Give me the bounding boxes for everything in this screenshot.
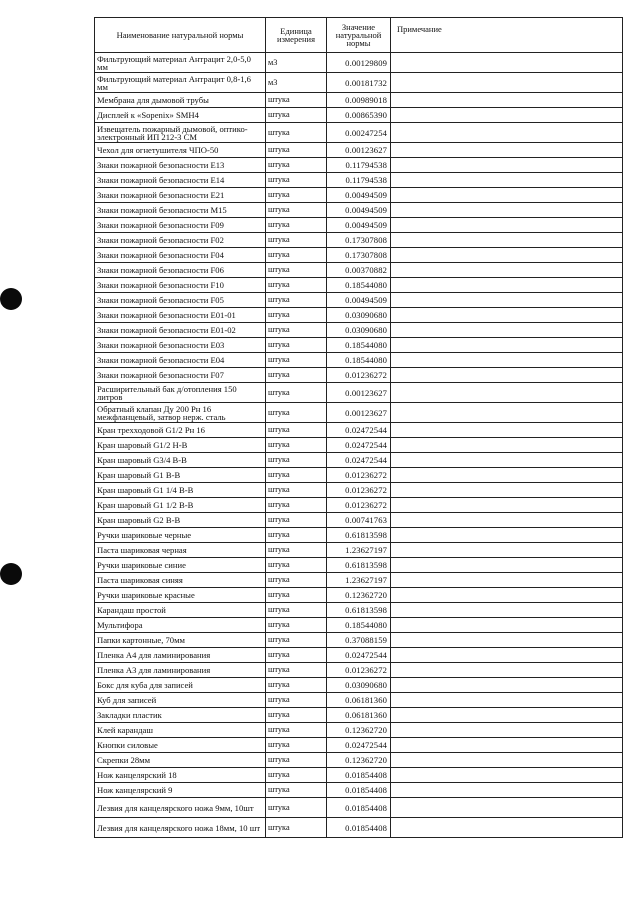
cell-note	[391, 648, 623, 663]
table-row	[95, 798, 623, 818]
cell-unit: штука	[266, 818, 327, 838]
cell-note	[391, 818, 623, 838]
cell-note	[391, 73, 623, 93]
cell-value: 0.17307808	[327, 233, 391, 248]
cell-unit: штука	[266, 263, 327, 278]
natural-norms-table	[94, 17, 623, 838]
table-row	[95, 783, 623, 798]
cell-unit: штука	[266, 278, 327, 293]
table-row	[95, 528, 623, 543]
cell-unit: штука	[266, 738, 327, 753]
table-row	[95, 573, 623, 588]
cell-unit: штука	[266, 108, 327, 123]
cell-name: Скрепки 28мм	[95, 753, 266, 768]
cell-value: 0.01854408	[327, 783, 391, 798]
cell-value: 0.03090680	[327, 323, 391, 338]
table-row	[95, 633, 623, 648]
table-row	[95, 753, 623, 768]
table-row	[95, 558, 623, 573]
cell-note	[391, 603, 623, 618]
table-row	[95, 293, 623, 308]
table-header-row	[95, 18, 623, 53]
cell-unit: штука	[266, 768, 327, 783]
cell-name: Лезвия для канцелярского ножа 18мм, 10 шт	[95, 818, 266, 838]
cell-unit: штука	[266, 678, 327, 693]
cell-unit: штука	[266, 438, 327, 453]
cell-note	[391, 248, 623, 263]
cell-name: Знаки пожарной безопасности F04	[95, 248, 266, 263]
cell-note	[391, 263, 623, 278]
table-row	[95, 158, 623, 173]
table-row	[95, 123, 623, 143]
cell-name: Фильтрующий материал Антрацит 0,8-1,6 мм	[95, 73, 266, 93]
table-row	[95, 383, 623, 403]
cell-unit: штука	[266, 513, 327, 528]
cell-value: 0.03090680	[327, 308, 391, 323]
cell-note	[391, 633, 623, 648]
table-row	[95, 738, 623, 753]
cell-note	[391, 218, 623, 233]
cell-note	[391, 438, 623, 453]
table-row	[95, 368, 623, 383]
cell-note	[391, 53, 623, 73]
cell-unit: штука	[266, 403, 327, 423]
cell-name: Папки картонные, 70мм	[95, 633, 266, 648]
cell-note	[391, 753, 623, 768]
cell-name: Знаки пожарной безопасности М15	[95, 203, 266, 218]
cell-unit: штука	[266, 483, 327, 498]
cell-note	[391, 558, 623, 573]
cell-name: Чехол для огнетушителя ЧПО-50	[95, 143, 266, 158]
cell-unit: штука	[266, 453, 327, 468]
cell-value: 0.01854408	[327, 798, 391, 818]
table-row	[95, 423, 623, 438]
table-row	[95, 438, 623, 453]
table-body	[95, 53, 623, 838]
cell-name: Знаки пожарной безопасности F06	[95, 263, 266, 278]
cell-note	[391, 483, 623, 498]
cell-name: Ручки шариковые черные	[95, 528, 266, 543]
table-row	[95, 143, 623, 158]
cell-unit: штука	[266, 93, 327, 108]
table-row	[95, 278, 623, 293]
cell-unit: штука	[266, 723, 327, 738]
cell-value: 0.61813598	[327, 558, 391, 573]
table-row	[95, 723, 623, 738]
cell-name: Пленка А3 для ламинирования	[95, 663, 266, 678]
cell-value: 1.23627197	[327, 543, 391, 558]
cell-note	[391, 708, 623, 723]
cell-value: 0.01236272	[327, 468, 391, 483]
cell-value: 0.00494509	[327, 218, 391, 233]
column-header-unit: Единица измерения	[266, 18, 327, 53]
cell-name: Знаки пожарной безопасности F10	[95, 278, 266, 293]
cell-note	[391, 798, 623, 818]
cell-note	[391, 108, 623, 123]
cell-value: 0.01236272	[327, 498, 391, 513]
cell-note	[391, 383, 623, 403]
cell-unit: штука	[266, 218, 327, 233]
cell-name: Знаки пожарной безопасности E01-02	[95, 323, 266, 338]
cell-unit: штука	[266, 308, 327, 323]
cell-name: Клей карандаш	[95, 723, 266, 738]
cell-name: Нож канцелярский 9	[95, 783, 266, 798]
cell-value: 0.01236272	[327, 483, 391, 498]
table-row	[95, 678, 623, 693]
cell-note	[391, 93, 623, 108]
cell-value: 0.03090680	[327, 678, 391, 693]
cell-note	[391, 158, 623, 173]
cell-note	[391, 278, 623, 293]
cell-name: Знаки пожарной безопасности Е21	[95, 188, 266, 203]
cell-note	[391, 338, 623, 353]
table-row	[95, 513, 623, 528]
cell-name: Знаки пожарной безопасности F05	[95, 293, 266, 308]
cell-note	[391, 423, 623, 438]
table-row	[95, 498, 623, 513]
cell-unit: штука	[266, 663, 327, 678]
cell-note	[391, 123, 623, 143]
table-row	[95, 233, 623, 248]
cell-note	[391, 618, 623, 633]
cell-name: Знаки пожарной безопасности F02	[95, 233, 266, 248]
cell-unit: штука	[266, 248, 327, 263]
cell-note	[391, 543, 623, 558]
cell-unit: м3	[266, 73, 327, 93]
cell-value: 0.18544080	[327, 278, 391, 293]
column-header-name: Наименование натуральной нормы	[95, 18, 266, 53]
cell-note	[391, 468, 623, 483]
cell-value: 0.02472544	[327, 438, 391, 453]
cell-name: Знаки пожарной безопасности F09	[95, 218, 266, 233]
cell-value: 0.06181360	[327, 693, 391, 708]
cell-name: Куб для записей	[95, 693, 266, 708]
table-row	[95, 308, 623, 323]
table-row	[95, 248, 623, 263]
cell-unit: штука	[266, 233, 327, 248]
cell-note	[391, 203, 623, 218]
cell-value: 0.00494509	[327, 293, 391, 308]
cell-note	[391, 143, 623, 158]
cell-name: Кран шаровый G1/2 Н-В	[95, 438, 266, 453]
binder-hole-mark	[0, 563, 22, 585]
table-row	[95, 468, 623, 483]
table-row	[95, 693, 623, 708]
cell-value: 0.00370882	[327, 263, 391, 278]
binder-hole-mark	[0, 288, 22, 310]
cell-value: 0.11794538	[327, 158, 391, 173]
cell-unit: штука	[266, 338, 327, 353]
table-row	[95, 263, 623, 278]
table-row	[95, 93, 623, 108]
cell-note	[391, 783, 623, 798]
column-header-value: Значение натуральной нормы	[327, 18, 391, 53]
cell-value: 0.18544080	[327, 618, 391, 633]
cell-note	[391, 323, 623, 338]
table-row	[95, 53, 623, 73]
cell-unit: штука	[266, 353, 327, 368]
table-row	[95, 203, 623, 218]
table-row	[95, 453, 623, 468]
cell-note	[391, 403, 623, 423]
cell-value: 0.61813598	[327, 603, 391, 618]
table-row	[95, 543, 623, 558]
cell-name: Бокс для куба для записей	[95, 678, 266, 693]
cell-unit: штука	[266, 528, 327, 543]
cell-value: 0.00181732	[327, 73, 391, 93]
cell-name: Кран шаровый G1 В-В	[95, 468, 266, 483]
cell-value: 0.12362720	[327, 588, 391, 603]
table-row	[95, 483, 623, 498]
cell-name: Лезвия для канцелярского ножа 9мм, 10шт	[95, 798, 266, 818]
table-row	[95, 588, 623, 603]
cell-unit: штука	[266, 383, 327, 403]
cell-value: 0.00494509	[327, 203, 391, 218]
cell-value: 0.01236272	[327, 663, 391, 678]
cell-value: 0.18544080	[327, 353, 391, 368]
cell-value: 0.00741763	[327, 513, 391, 528]
cell-unit: штука	[266, 203, 327, 218]
cell-value: 1.23627197	[327, 573, 391, 588]
cell-unit: штука	[266, 468, 327, 483]
cell-value: 0.01854408	[327, 768, 391, 783]
cell-note	[391, 453, 623, 468]
cell-name: Знаки пожарной безопасности E04	[95, 353, 266, 368]
table-row	[95, 648, 623, 663]
cell-unit: штука	[266, 588, 327, 603]
cell-name: Знаки пожарной безопасности Е14	[95, 173, 266, 188]
cell-unit: штука	[266, 323, 327, 338]
cell-note	[391, 368, 623, 383]
cell-value: 0.01236272	[327, 368, 391, 383]
cell-unit: штука	[266, 573, 327, 588]
cell-name: Извещатель пожарный дымовой, оптико-электронный ИП 212-3 СМ	[95, 123, 266, 143]
table-row	[95, 663, 623, 678]
cell-name: Кнопки силовые	[95, 738, 266, 753]
cell-name: Кран шаровый G1 1/2 В-В	[95, 498, 266, 513]
cell-value: 0.02472544	[327, 423, 391, 438]
cell-note	[391, 173, 623, 188]
cell-name: Ручки шариковые красные	[95, 588, 266, 603]
column-header-note: Примечание	[391, 18, 623, 53]
table-row	[95, 73, 623, 93]
cell-note	[391, 233, 623, 248]
cell-name: Ручки шариковые синие	[95, 558, 266, 573]
cell-value: 0.06181360	[327, 708, 391, 723]
cell-unit: штука	[266, 368, 327, 383]
cell-note	[391, 738, 623, 753]
cell-value: 0.00989018	[327, 93, 391, 108]
cell-value: 0.01854408	[327, 818, 391, 838]
cell-value: 0.61813598	[327, 528, 391, 543]
cell-name: Дисплей к «Sopenix» SMH4	[95, 108, 266, 123]
cell-unit: штука	[266, 293, 327, 308]
cell-name: Кран шаровый G2 В-В	[95, 513, 266, 528]
cell-unit: м3	[266, 53, 327, 73]
cell-unit: штука	[266, 423, 327, 438]
cell-value: 0.18544080	[327, 338, 391, 353]
cell-name: Знаки пожарной безопасности E01-01	[95, 308, 266, 323]
cell-name: Обратный клапан Ду 200 Рн 16 межфланцевый, затвор нерж. сталь	[95, 403, 266, 423]
table-row	[95, 818, 623, 838]
cell-name: Знаки пожарной безопасности F07	[95, 368, 266, 383]
cell-unit: штука	[266, 188, 327, 203]
cell-name: Карандаш простой	[95, 603, 266, 618]
cell-note	[391, 768, 623, 783]
cell-name: Паста шариковая черная	[95, 543, 266, 558]
cell-note	[391, 693, 623, 708]
cell-name: Знаки пожарной безопасности E03	[95, 338, 266, 353]
cell-value: 0.11794538	[327, 173, 391, 188]
cell-value: 0.00129809	[327, 53, 391, 73]
cell-note	[391, 723, 623, 738]
cell-note	[391, 353, 623, 368]
table-row	[95, 188, 623, 203]
cell-value: 0.37088159	[327, 633, 391, 648]
cell-note	[391, 678, 623, 693]
cell-name: Мультифора	[95, 618, 266, 633]
cell-name: Мембрана для дымовой трубы	[95, 93, 266, 108]
table-row	[95, 708, 623, 723]
cell-unit: штука	[266, 708, 327, 723]
cell-value: 0.00123627	[327, 143, 391, 158]
cell-unit: штука	[266, 603, 327, 618]
cell-unit: штука	[266, 143, 327, 158]
cell-note	[391, 513, 623, 528]
cell-note	[391, 308, 623, 323]
cell-unit: штука	[266, 753, 327, 768]
cell-note	[391, 293, 623, 308]
cell-name: Расширительный бак д/отопления 150 литров	[95, 383, 266, 403]
cell-value: 0.00247254	[327, 123, 391, 143]
cell-unit: штука	[266, 173, 327, 188]
cell-value: 0.02472544	[327, 738, 391, 753]
cell-unit: штука	[266, 693, 327, 708]
cell-note	[391, 498, 623, 513]
cell-unit: штука	[266, 123, 327, 143]
cell-value: 0.12362720	[327, 753, 391, 768]
cell-note	[391, 573, 623, 588]
table-row	[95, 403, 623, 423]
cell-unit: штука	[266, 648, 327, 663]
cell-unit: штука	[266, 558, 327, 573]
cell-unit: штука	[266, 498, 327, 513]
table-row	[95, 108, 623, 123]
cell-unit: штука	[266, 158, 327, 173]
cell-unit: штука	[266, 633, 327, 648]
cell-name: Кран шаровый G1 1/4 В-В	[95, 483, 266, 498]
cell-name: Нож канцелярский 18	[95, 768, 266, 783]
cell-value: 0.17307808	[327, 248, 391, 263]
cell-value: 0.02472544	[327, 453, 391, 468]
cell-value: 0.00123627	[327, 403, 391, 423]
table-row	[95, 618, 623, 633]
cell-note	[391, 528, 623, 543]
table-row	[95, 323, 623, 338]
cell-value: 0.02472544	[327, 648, 391, 663]
cell-name: Фильтрующий материал Антрацит 2,0-5,0 мм	[95, 53, 266, 73]
table-row	[95, 338, 623, 353]
table-row	[95, 353, 623, 368]
cell-note	[391, 188, 623, 203]
cell-value: 0.12362720	[327, 723, 391, 738]
cell-name: Закладки пластик	[95, 708, 266, 723]
cell-name: Паста шариковая синяя	[95, 573, 266, 588]
cell-name: Кран шаровый G3/4 В-В	[95, 453, 266, 468]
cell-value: 0.00123627	[327, 383, 391, 403]
cell-value: 0.00494509	[327, 188, 391, 203]
cell-unit: штука	[266, 543, 327, 558]
table-row	[95, 603, 623, 618]
cell-unit: штука	[266, 618, 327, 633]
table-row	[95, 218, 623, 233]
cell-name: Пленка А4 для ламинирования	[95, 648, 266, 663]
cell-name: Кран трехходовой G1/2 Рн 16	[95, 423, 266, 438]
cell-unit: штука	[266, 783, 327, 798]
cell-value: 0.00865390	[327, 108, 391, 123]
cell-unit: штука	[266, 798, 327, 818]
table-row	[95, 768, 623, 783]
cell-name: Знаки пожарной безопасности Е13	[95, 158, 266, 173]
table-row	[95, 173, 623, 188]
cell-note	[391, 588, 623, 603]
cell-note	[391, 663, 623, 678]
